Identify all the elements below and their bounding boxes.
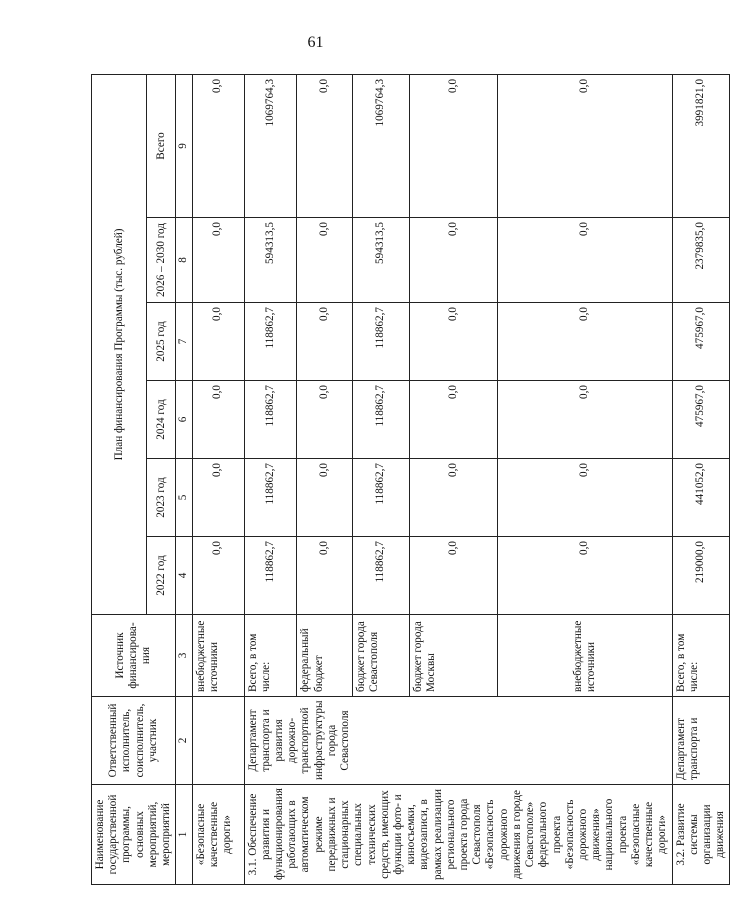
executor-cell: Департамент транспорта и развития дорожно-транспортной инфраструктуры города Севастополя [244, 697, 672, 785]
value-cell: 0,0 [192, 459, 244, 537]
value-cell: 0,0 [409, 537, 497, 615]
value-cell: 118862,7 [352, 303, 409, 381]
header-row-1 [92, 74, 147, 884]
header-year: 2025 год [147, 303, 176, 381]
column-number: 3 [176, 615, 192, 697]
value-cell: 0,0 [409, 303, 497, 381]
value-cell: 0,0 [409, 218, 497, 303]
row-name-cell: «Безопасные качественные дороги» [192, 785, 244, 885]
header-year: 2022 год [147, 537, 176, 615]
value-cell: 0,0 [297, 459, 352, 537]
value-cell: 0,0 [192, 303, 244, 381]
row-source-cell: Всего, в том числе: [672, 615, 730, 697]
value-cell: 0,0 [498, 74, 672, 217]
measure-name-cell: 3.1. Обеспечение развития и функционирования работающих в автоматическом режиме передвижных и стационарных специальных технических средств, имеющих функции фото- и киносъемки, видеозаписи, в рамках реализации регионального проекта города Севастополя «Безопасность дорожного движения в городе Севастополе» федерального проекта «Безопасность дорожного движения» национального проекта «Безопасные качественные дороги» [244, 785, 672, 885]
column-number: 1 [176, 785, 192, 885]
column-number-row [176, 74, 192, 884]
column-number: 4 [176, 537, 192, 615]
value-cell: 475967,0 [672, 303, 730, 381]
value-cell: 118862,7 [352, 381, 409, 459]
row-source-cell: бюджет города Москвы [409, 615, 497, 697]
value-cell: 0,0 [192, 537, 244, 615]
value-cell: 1069764,3 [352, 74, 409, 217]
row-source-cell: федеральный бюджет [297, 615, 352, 697]
value-cell: 0,0 [498, 303, 672, 381]
value-cell: 594313,5 [244, 218, 297, 303]
value-cell: 118862,7 [352, 459, 409, 537]
table-row [192, 74, 244, 884]
value-cell: 475967,0 [672, 381, 730, 459]
value-cell: 219000,0 [672, 537, 730, 615]
header-year: 2024 год [147, 381, 176, 459]
value-cell: 0,0 [498, 537, 672, 615]
value-cell: 0,0 [297, 303, 352, 381]
page-number: 61 [307, 34, 324, 51]
column-number: 6 [176, 381, 192, 459]
value-cell: 0,0 [409, 381, 497, 459]
value-cell: 0,0 [409, 74, 497, 217]
value-cell: 2379835,0 [672, 218, 730, 303]
value-cell: 118862,7 [244, 303, 297, 381]
header-col-name: Наименование государственной программы, основных мероприятий, мероприятий [92, 785, 176, 885]
value-cell: 118862,7 [244, 537, 297, 615]
financing-table [91, 74, 730, 885]
row-source-cell: бюджет города Севастополя [352, 615, 409, 697]
value-cell: 118862,7 [244, 459, 297, 537]
value-cell: 0,0 [297, 218, 352, 303]
header-plan: План финансирования Программы (тыс. рублей) [92, 74, 147, 614]
value-cell: 118862,7 [352, 537, 409, 615]
row-executor-cell [192, 697, 244, 785]
value-cell: 1069764,3 [244, 74, 297, 217]
column-number: 8 [176, 218, 192, 303]
executor-cell: Департамент транспорта и [672, 697, 730, 785]
value-cell: 3991821,0 [672, 74, 730, 217]
value-cell: 0,0 [297, 537, 352, 615]
header-total: Всего [147, 74, 176, 217]
value-cell: 0,0 [297, 381, 352, 459]
column-number: 9 [176, 74, 192, 217]
value-cell: 0,0 [498, 381, 672, 459]
value-cell: 594313,5 [352, 218, 409, 303]
value-cell: 0,0 [192, 381, 244, 459]
value-cell: 118862,7 [244, 381, 297, 459]
value-cell: 0,0 [297, 74, 352, 217]
value-cell: 0,0 [192, 74, 244, 217]
header-col-executor: Ответственный исполнитель, соисполнитель, участник [92, 697, 176, 785]
row-source-cell: внебюджетные источники [192, 615, 244, 697]
row-source-cell: внебюджетные источники [498, 615, 672, 697]
column-number: 7 [176, 303, 192, 381]
value-cell: 0,0 [409, 459, 497, 537]
header-year: 2026 – 2030 год [147, 218, 176, 303]
rotated-table-container [91, 75, 727, 885]
value-cell: 0,0 [192, 218, 244, 303]
table-row [244, 74, 297, 884]
measure-name-cell: 3.2. Развитие системы организации движения [672, 785, 730, 885]
value-cell: 0,0 [498, 459, 672, 537]
value-cell: 441052,0 [672, 459, 730, 537]
header-year: 2023 год [147, 459, 176, 537]
value-cell: 0,0 [498, 218, 672, 303]
table-row [672, 74, 730, 884]
header-col-source: Источник финансирова-ния [92, 615, 176, 697]
column-number: 5 [176, 459, 192, 537]
row-source-cell: Всего, в том числе: [244, 615, 297, 697]
column-number: 2 [176, 697, 192, 785]
